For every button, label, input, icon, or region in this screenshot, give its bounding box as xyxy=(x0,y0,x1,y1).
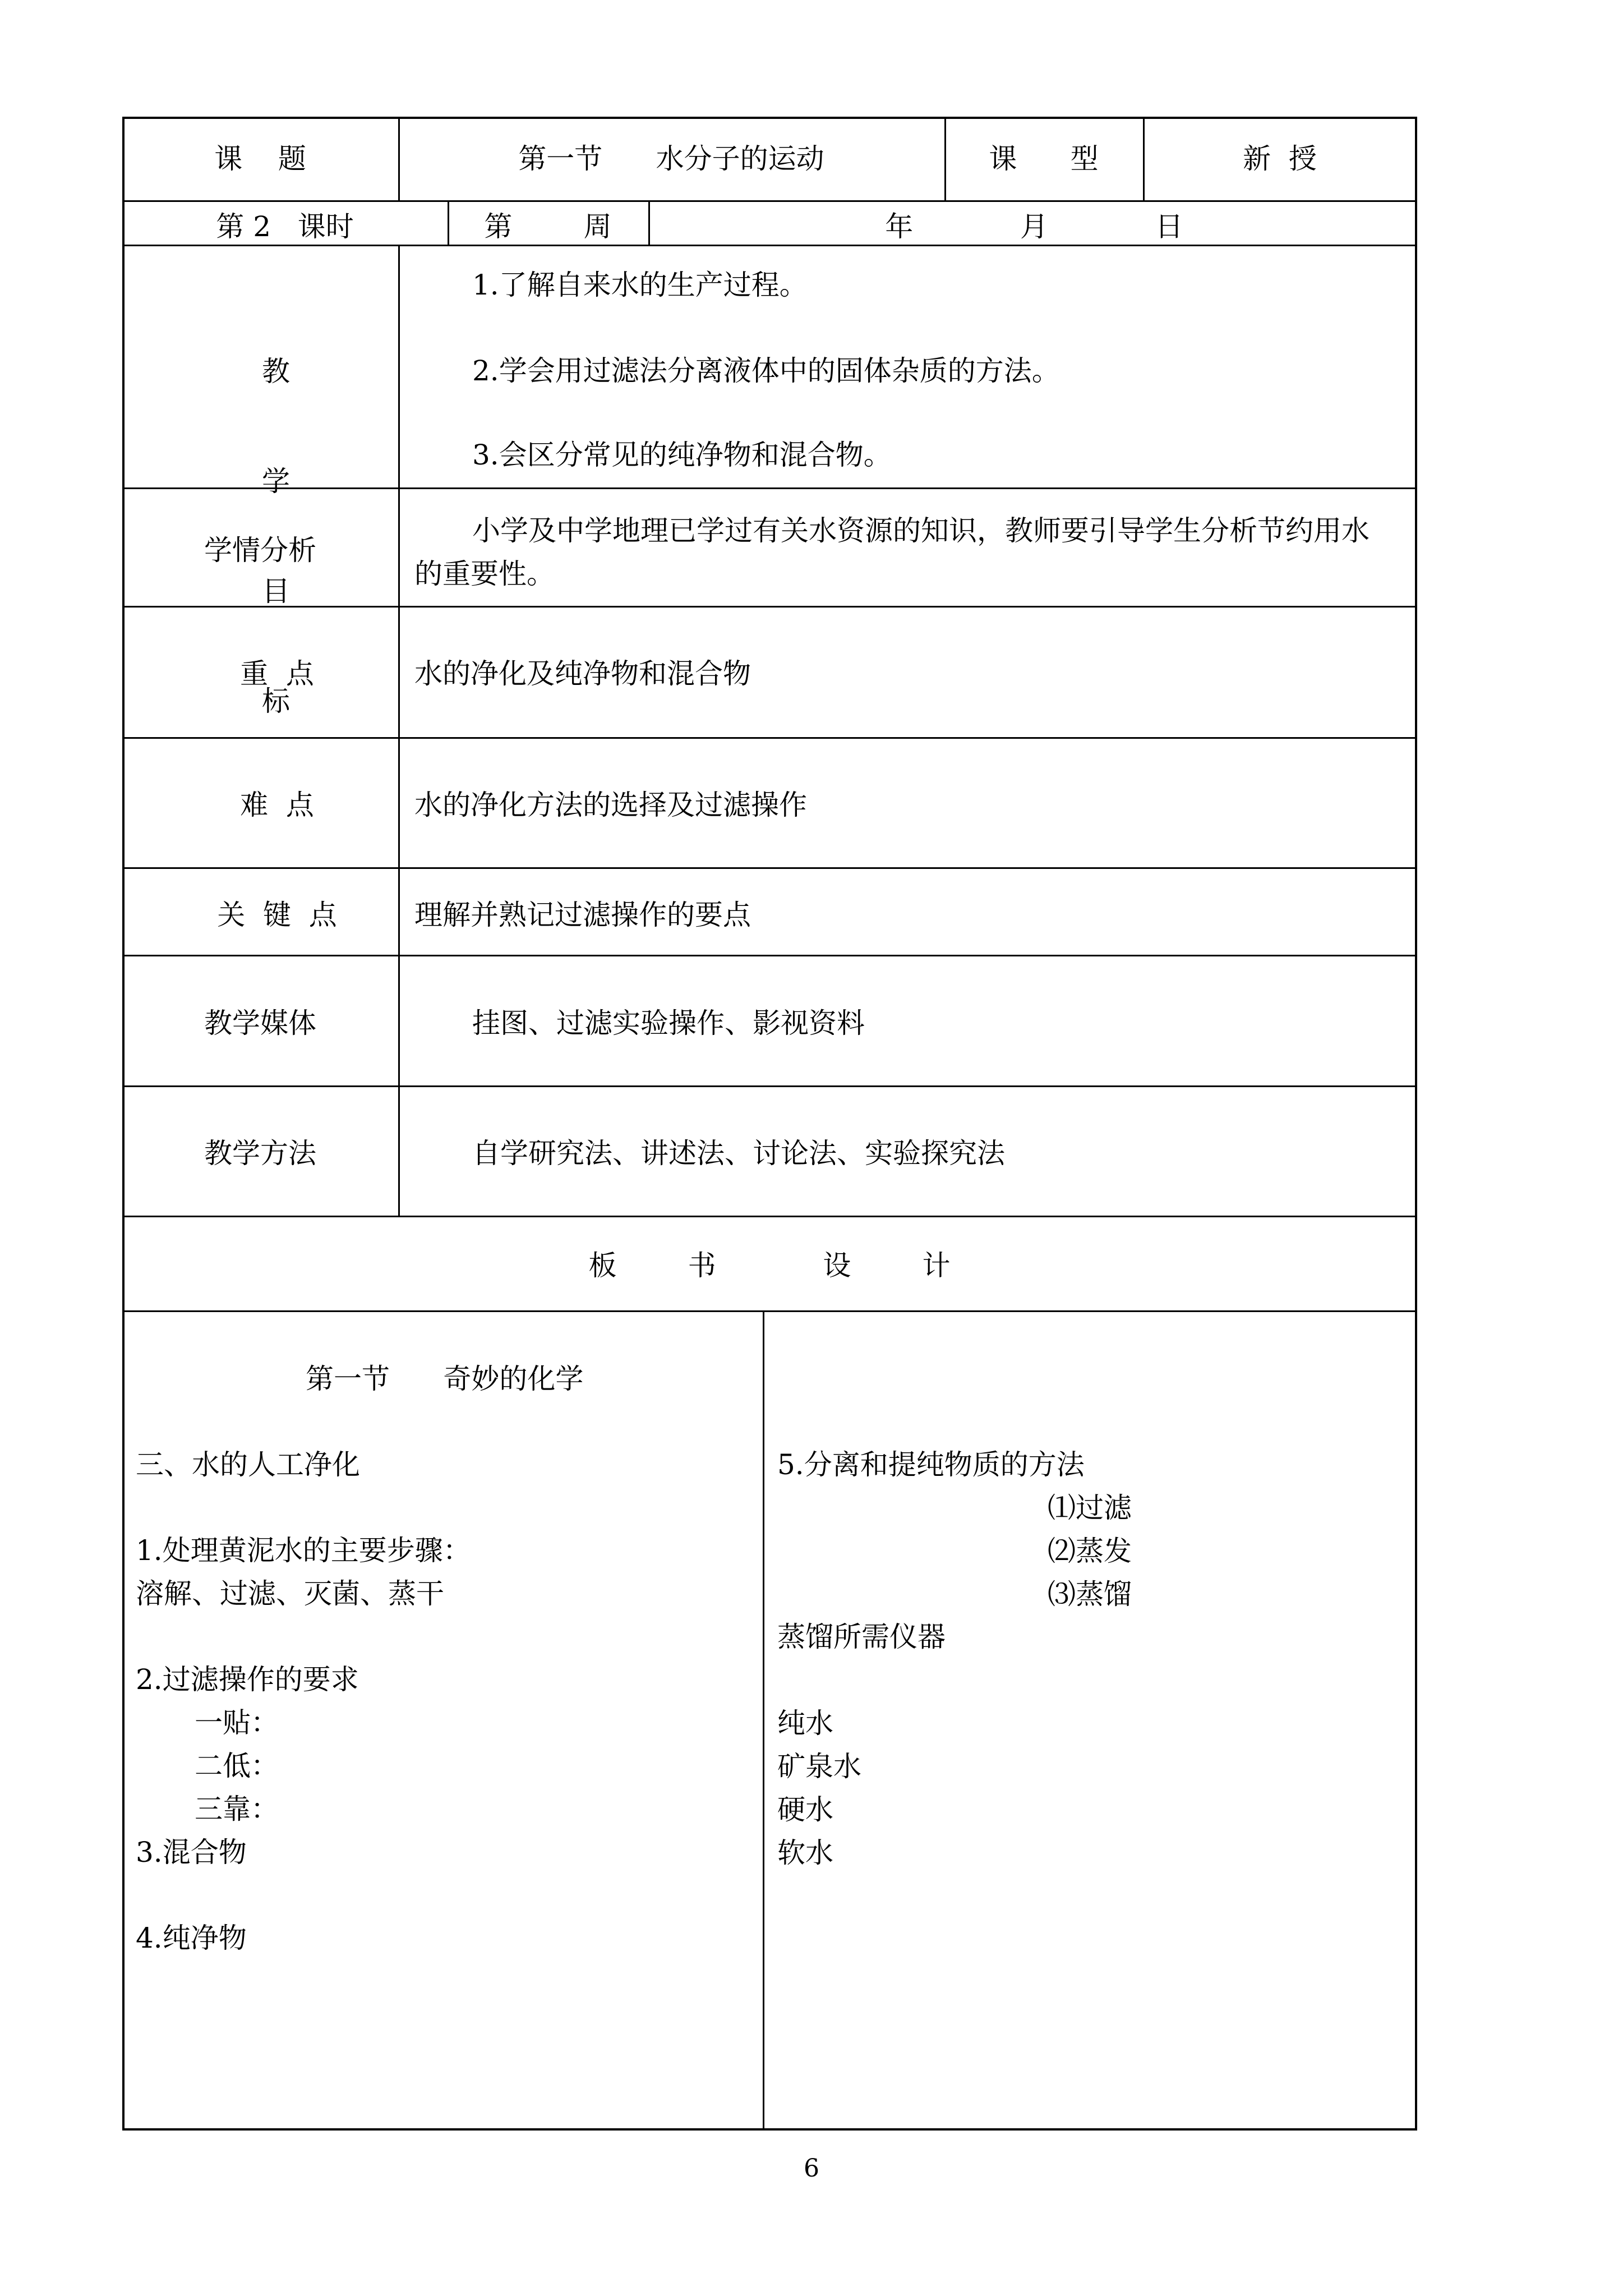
col-divider xyxy=(398,245,400,1216)
goal-item: 2.学会用过滤法分离液体中的固体杂质的方法。 xyxy=(472,355,1060,387)
analysis-text-line1: 小学及中学地理已学过有关水资源的知识，教师要引导学生分析节约用水 xyxy=(472,514,1370,547)
topic-value: 第一节 水分子的运动 xyxy=(518,142,824,175)
board-left-item: 3.混合物 xyxy=(136,1836,247,1869)
analysis-text-line2: 的重要性。 xyxy=(414,558,555,590)
difficulty-value: 水的净化方法的选择及过滤操作 xyxy=(414,789,807,821)
row-divider xyxy=(122,200,1417,202)
row-divider xyxy=(122,955,1417,956)
key-point-label: 重 点 xyxy=(240,657,314,690)
board-left-section: 三、水的人工净化 xyxy=(136,1448,360,1481)
type-value: 新 授 xyxy=(1243,142,1317,175)
board-right-item: 蒸馏所需仪器 xyxy=(777,1621,946,1653)
key-node-value: 理解并熟记过滤操作的要点 xyxy=(414,899,751,931)
col-divider xyxy=(398,117,400,201)
method-label: 教学方法 xyxy=(204,1137,316,1170)
goals-label-char: 目 xyxy=(262,575,290,608)
board-left-item: 4.纯净物 xyxy=(136,1922,247,1954)
col-divider xyxy=(648,200,650,245)
goals-label-char: 学 xyxy=(262,465,290,498)
board-left-item: 溶解、过滤、灭菌、蒸干 xyxy=(136,1577,444,1610)
row-divider xyxy=(122,606,1417,608)
board-left-item: 2.过滤操作的要求 xyxy=(136,1663,359,1696)
board-right-water: 纯水 xyxy=(777,1707,833,1740)
goal-item: 1.了解自来水的生产过程。 xyxy=(472,269,808,301)
difficulty-label: 难 点 xyxy=(240,789,314,821)
board-right-method: ⑴过滤 xyxy=(1048,1492,1132,1524)
page-number: 6 xyxy=(804,2154,819,2183)
board-right-method: ⑵蒸发 xyxy=(1048,1535,1132,1567)
row-divider xyxy=(122,1085,1417,1087)
topic-label: 课 题 xyxy=(214,142,306,175)
row-divider xyxy=(122,867,1417,869)
key-point-value: 水的净化及纯净物和混合物 xyxy=(414,657,751,690)
board-left-item: 1.处理黄泥水的主要步骤： xyxy=(136,1534,471,1567)
board-left-subitem: 二低： xyxy=(195,1750,279,1782)
board-title: 板 书 设 计 xyxy=(588,1249,951,1282)
board-left-subitem: 三靠： xyxy=(195,1793,279,1825)
row-divider xyxy=(122,737,1417,739)
board-right-water: 矿泉水 xyxy=(777,1750,861,1783)
goals-label-char: 标 xyxy=(262,685,290,717)
row-divider xyxy=(122,487,1417,489)
board-right-water: 软水 xyxy=(777,1837,833,1869)
media-value: 挂图、过滤实验操作、影视资料 xyxy=(472,1007,865,1039)
period-label: 第 2 课时 xyxy=(216,210,354,243)
analysis-label: 学情分析 xyxy=(204,534,316,567)
col-divider xyxy=(763,1310,764,2131)
board-right-item: 5.分离和提纯物质的方法 xyxy=(777,1448,1085,1481)
board-left-subitem: 一贴： xyxy=(195,1706,279,1739)
board-right-method: ⑶蒸馏 xyxy=(1048,1578,1132,1611)
col-divider xyxy=(1143,117,1145,201)
goal-item: 3.会区分常见的纯净物和混合物。 xyxy=(472,439,892,471)
col-divider xyxy=(448,200,449,245)
col-divider xyxy=(944,117,946,201)
goals-label-char: 教 xyxy=(262,355,290,388)
row-divider xyxy=(122,1216,1417,1217)
method-value: 自学研究法、讲述法、讨论法、实验探究法 xyxy=(472,1137,1005,1170)
type-label: 课 型 xyxy=(989,142,1099,175)
board-left-heading: 第一节 奇妙的化学 xyxy=(306,1363,584,1395)
date-label: 年 月 日 xyxy=(885,210,1183,243)
row-divider xyxy=(122,1310,1417,1312)
lesson-plan-table xyxy=(122,117,1417,2131)
board-right-water: 硬水 xyxy=(777,1793,833,1826)
media-label: 教学媒体 xyxy=(204,1007,316,1039)
week-label: 第 周 xyxy=(484,210,612,243)
row-divider xyxy=(122,245,1417,246)
key-node-label: 关 键 点 xyxy=(217,899,337,931)
